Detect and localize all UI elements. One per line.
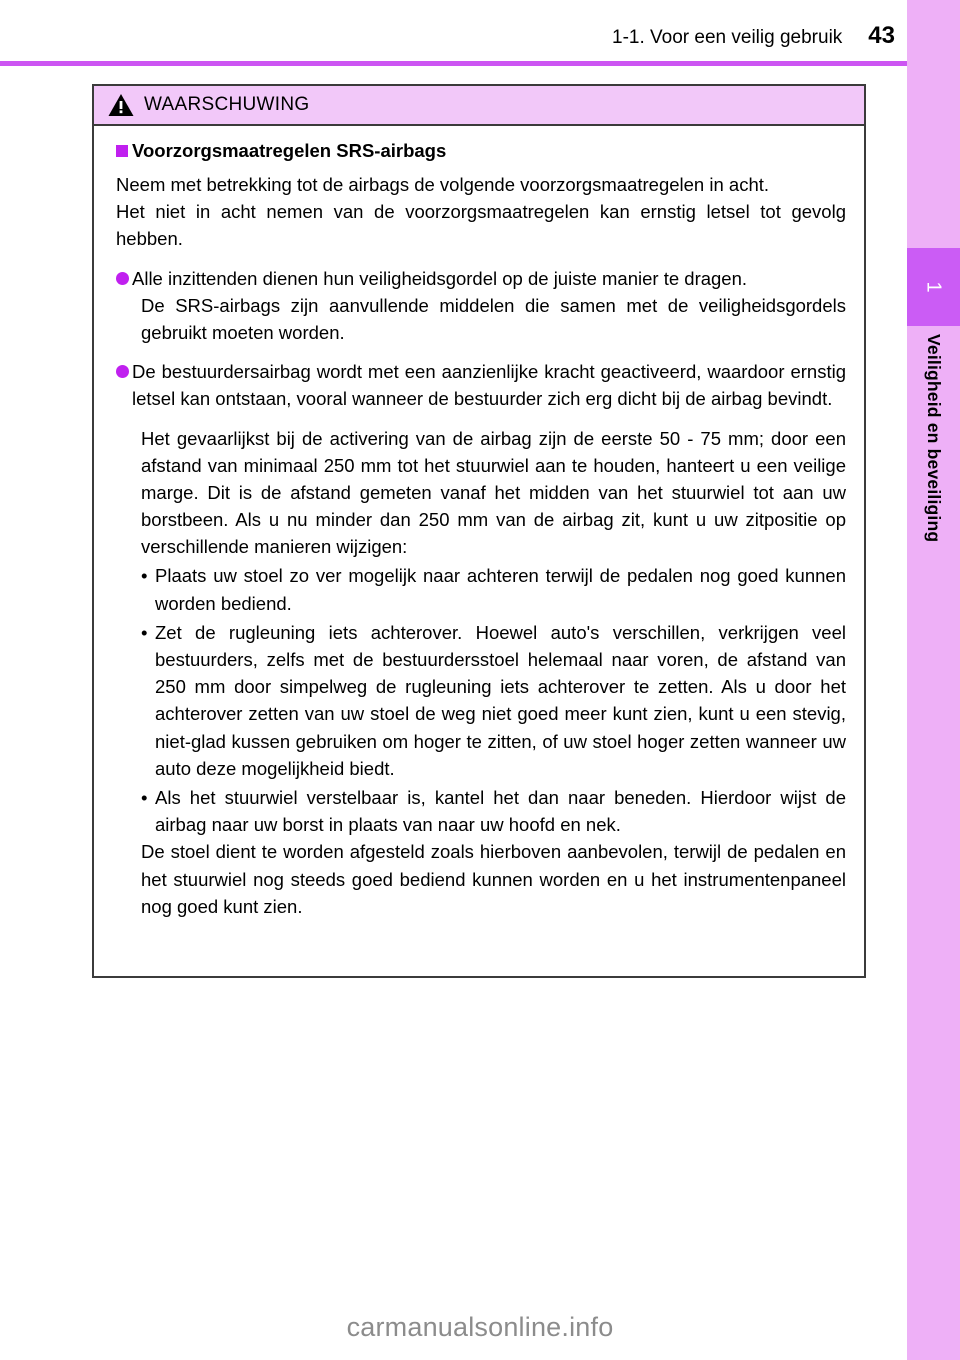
breadcrumb-section-title: 1-1. Voor een veilig gebruik <box>612 27 843 48</box>
intro-paragraph: Het niet in acht nemen van de voorzorgsmaatregelen kan ernstig letsel tot gevolg hebben. <box>116 201 846 250</box>
sub-list-item-text: Zet de rugleuning iets achterover. Hoewel auto's verschillen, verkrijgen veel bestuurders, zelfs met de bestuurdersstoel helemaal naar voren, de afstand van 250 mm door simpelweg de rugleuning iets achterover te zetten. Als u door het achterover zetten van uw stoel de weg niet goed meer kunt zien, kunt u een stevig, niet-glad kussen gebruiken om hoger te zitten, of uw stoel hoger zetten wanneer uw auto deze mogelijkheid biedt. <box>155 621 846 779</box>
small-bullet-icon: • <box>141 621 148 643</box>
warning-title-label: WAARSCHUWING <box>144 94 310 115</box>
list-item-detail: De SRS-airbags zijn aanvullende middelen die samen met de veiligheidsgordels gebruikt moeten worden. <box>141 294 846 343</box>
list-item-detail: Het gevaarlijkst bij de activering van de airbag zijn de eerste 50 - 75 mm; door een afstand van minimaal 250 mm tot het stuurwiel aan te houden, hanteert u een veilige marge. Dit is de afstand gemeten vanaf het midden van het stuurwiel tot aan uw borstbeen. Als u nu minder dan 250 mm van de airbag zit, kunt u uw zitpositie op verschillende manieren wijzigen: <box>141 427 846 558</box>
sub-list-item <box>141 784 846 838</box>
page-header <box>0 0 907 62</box>
small-bullet-icon: • <box>141 565 148 587</box>
section-heading-label: Voorzorgsmaatregelen SRS-airbags <box>132 140 447 161</box>
chapter-thumb-index <box>907 0 960 1360</box>
dot-bullet-icon <box>116 365 129 378</box>
warning-triangle-icon <box>108 93 134 117</box>
page-number: 43 <box>868 22 895 49</box>
chapter-number-label: 1 <box>922 281 945 293</box>
header-divider-rule <box>0 61 960 66</box>
chapter-title-label: Veiligheid en beveiliging <box>924 334 944 543</box>
warning-callout-box <box>92 84 866 978</box>
list-item <box>116 358 846 412</box>
header-row <box>612 22 895 50</box>
small-bullet-icon: • <box>141 786 148 808</box>
list-item-text: De bestuurdersairbag wordt met een aanzienlijke kracht geactiveerd, waardoor ernstig letsel kan ontstaan, vooral wanneer de bestuurder zich erg dicht bij de airbag bevindt. <box>132 361 846 410</box>
list-item <box>116 265 846 292</box>
square-bullet-icon <box>116 145 128 157</box>
site-watermark: carmanualsonline.info <box>346 1312 614 1342</box>
warning-callout-header <box>94 86 864 126</box>
chapter-title-vertical <box>907 334 960 664</box>
warning-callout-body <box>94 126 864 920</box>
sub-list-item <box>141 562 846 616</box>
sub-list-item-text: Als het stuurwiel verstelbaar is, kantel het dan naar beneden. Hierdoor wijst de airbag naar uw borst in plaats van naar uw hoofd en nek. <box>155 786 846 836</box>
sub-list-item <box>141 619 846 782</box>
sub-list-item-text: Plaats uw stoel zo ver mogelijk naar achteren terwijl de pedalen nog goed kunnen worden bediend. <box>155 565 846 614</box>
list-item-text: Alle inzittenden dienen hun veiligheidsgordel op de juiste manier te dragen. <box>132 267 748 289</box>
section-heading <box>116 140 846 162</box>
closing-paragraph: De stoel dient te worden afgesteld zoals hierboven aanbevolen, terwijl de pedalen en het stuurwiel nog steeds goed bediend kunnen worden en u het instrumentenpaneel nog goed kunt zien. <box>141 841 846 917</box>
chapter-number-badge <box>907 248 960 326</box>
intro-paragraph: Neem met betrekking tot de airbags de volgende voorzorgsmaatregelen in acht. <box>116 174 770 195</box>
dot-bullet-icon <box>116 272 129 285</box>
